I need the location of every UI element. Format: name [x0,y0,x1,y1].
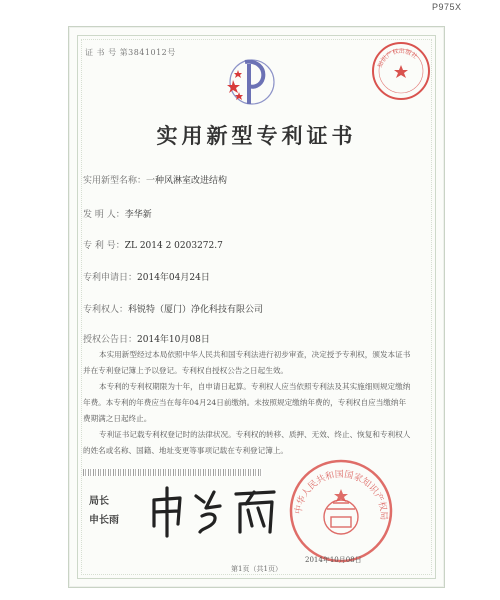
top-seal-text: 知识产权出版社 [376,47,419,69]
body-paragraph: 本专利的专利权期限为十年，自申请日起算。专利权人应当依照专利法及其实施细则规定缴纳年费。本专利的年费应当在每年04月24日前缴纳。未按照规定缴纳年费的，专利权自应当缴纳年费期满之日起终止。 [83,382,411,423]
body-paragraph: 本实用新型经过本局依照中华人民共和国专利法进行初步审查，决定授予专利权，颁发本证书并在专利登记簿上予以登记。专利权自授权公告之日起生效。 [83,350,411,375]
field-label: 授权公告日： [83,335,138,345]
field-label: 实用新型名称： [83,176,147,186]
field-value: ZL 2014 2 0203272.7 [124,241,223,251]
cnipa-seal-icon [287,457,395,565]
director-name: 申长雨 [89,515,119,526]
barcode [83,469,263,476]
certificate-body [83,347,413,459]
director-signature [144,482,289,540]
sipo-logo-icon [223,54,279,110]
field-value: 李华新 [124,210,152,220]
director-block [89,492,119,530]
field-value: 科锐特（厦门）净化科技有限公司 [128,305,264,315]
field-value: 2014年04月24日 [137,273,210,283]
field-value: 2014年10月08日 [137,335,210,345]
field-value: 一种风淋室改进结构 [146,176,228,186]
handwritten-mark: P975X [432,2,462,12]
field-label: 专利申请日： [83,273,138,283]
certificate-number: 证 书 号 第3841012号 [85,48,176,57]
field-label: 专利权人： [83,305,129,315]
field-utility-name [83,173,227,186]
body-paragraph: 专利证书记载专利权登记时的法律状况。专利权的转移、质押、无效、终止、恢复和专利权人的姓名或名称、国籍、地址变更等事项记载在专利登记簿上。 [83,430,411,455]
field-label: 发 明 人： [83,210,125,220]
field-inventor [83,207,152,220]
field-label: 专 利 号： [83,241,125,251]
patent-certificate [68,26,445,588]
publisher-seal-icon [369,39,433,103]
field-grant-date [83,332,210,345]
director-title: 局长 [89,496,109,507]
bottom-seal-text: 中华人民共和国国家知识产权局 [293,469,389,521]
field-patentee [83,302,263,315]
page-number: 第1页（共1页） [231,565,282,573]
field-patent-number [83,238,223,251]
certificate-title: 实用新型专利证书 [156,124,357,148]
seal-date: 2014年10月08日 [305,556,362,564]
field-application-date [83,270,210,283]
